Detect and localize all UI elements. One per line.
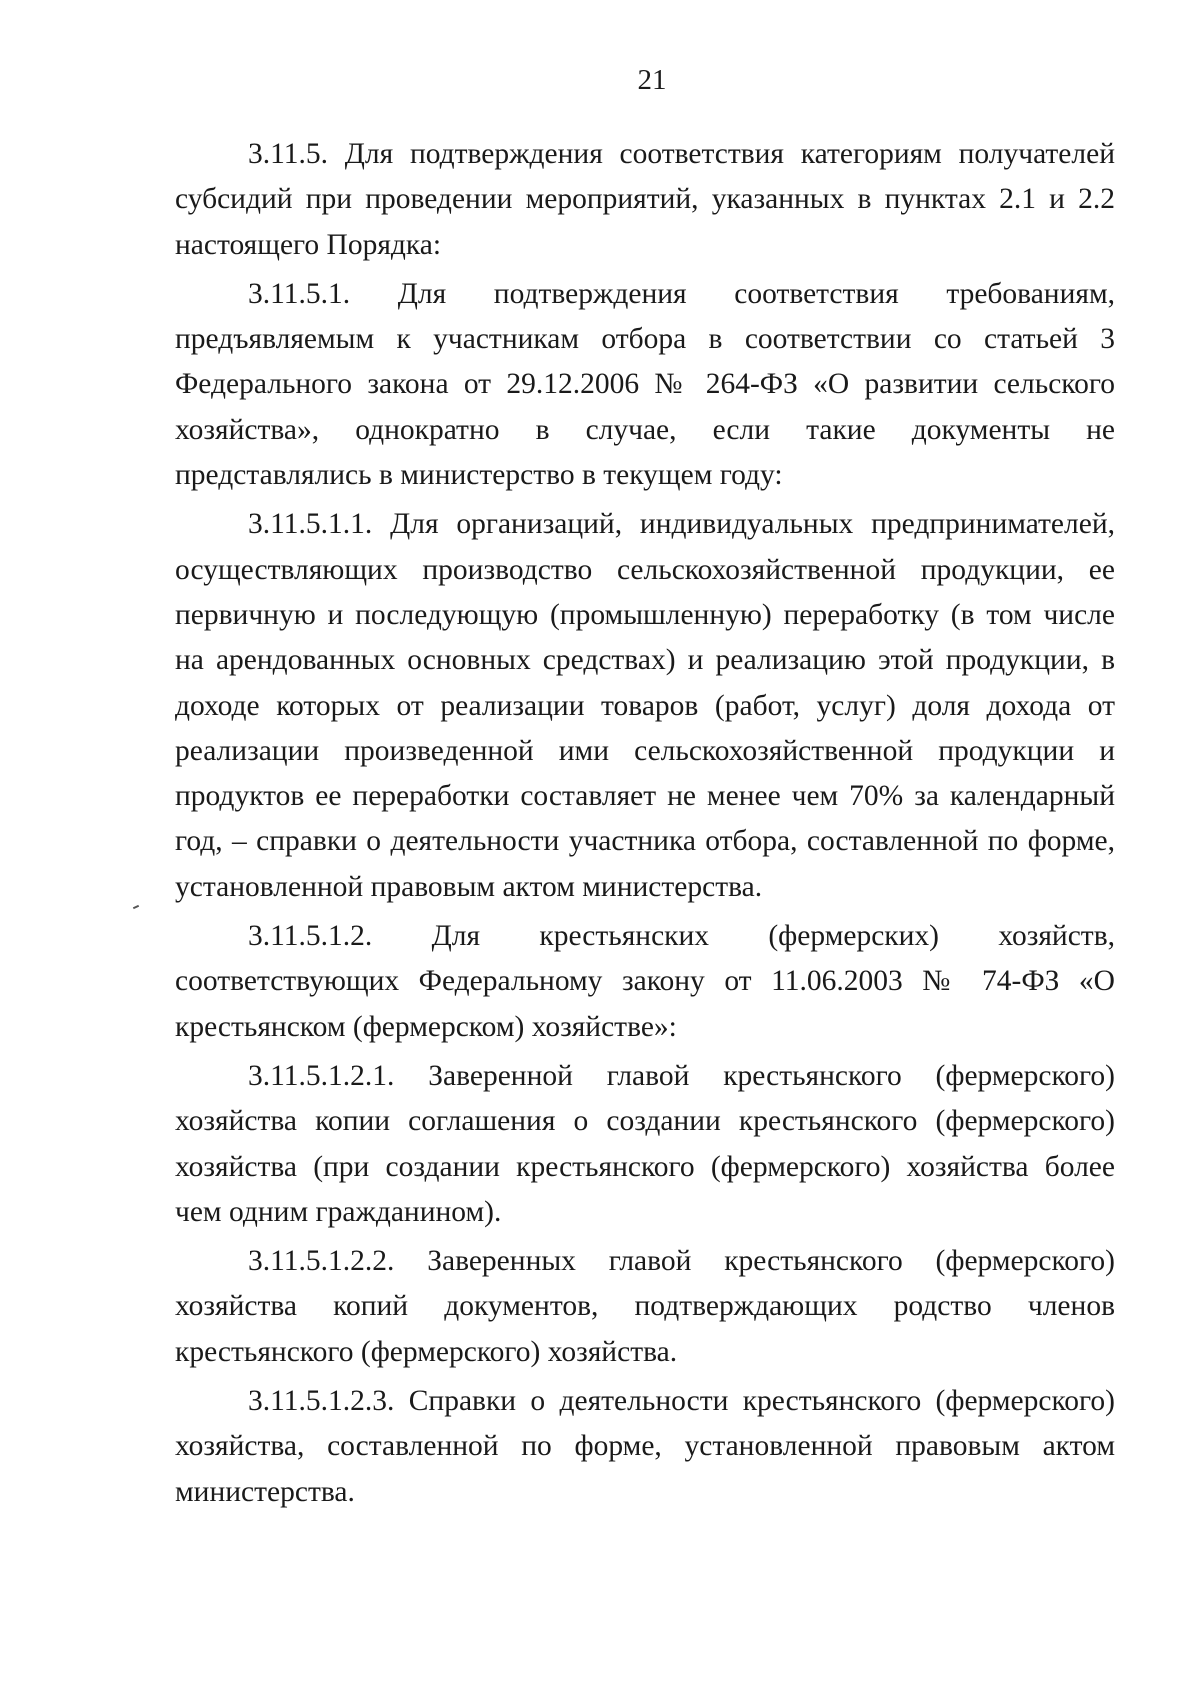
document-body <box>175 132 1115 1519</box>
paragraph-3-11-5-1: 3.11.5.1. Для подтверждения соответствия требованиям, предъявляемым к участникам отбора в соответствии со статьей 3 Федерального закона от 29.12.2006 № 264-ФЗ «О развитии сельского хозяйства», однократно в случае, если такие документы не представлялись в министерство в текущем году: <box>175 277 1115 492</box>
paragraph-3-11-5-1-1: 3.11.5.1.1. Для организаций, индивидуальных предпринимателей, осуществляющих производство сельскохозяйственной продукции, ее первичную и последующую (промышленную) переработку (в том числе на арендованных основных средствах) и реализацию этой продукции, в доходе которых от реализации товаров (работ, услуг) доля дохода от реализации произведенной ими сельскохозяйственной продукции и продуктов ее переработки составляет не менее чем 70% за календарный год, – справки о деятельности участника отбора, составленной по форме, установленной правовым актом министерства. <box>175 508 1115 903</box>
scan-mark <box>133 905 139 909</box>
paragraph-3-11-5-1-2-3: 3.11.5.1.2.3. Справки о деятельности крестьянского (фермерского) хозяйства, составленной по форме, установленной правовым актом министерства. <box>175 1385 1115 1508</box>
paragraph-3-11-5-1-2-1: 3.11.5.1.2.1. Заверенной главой крестьянского (фермерского) хозяйства копии соглашения о создании крестьянского (фермерского) хозяйства (при создании крестьянского (фермерского) хозяйства более чем одним гражданином). <box>175 1059 1115 1228</box>
paragraph-3-11-5: 3.11.5. Для подтверждения соответствия категориям получателей субсидий при проведении мероприятий, указанных в пунктах 2.1 и 2.2 настоящего Порядка: <box>175 138 1115 261</box>
page-number: 21 <box>637 64 667 96</box>
paragraph-3-11-5-1-2: 3.11.5.1.2. Для крестьянских (фермерских) хозяйств, соответствующих Федеральному закону от 11.06.2003 № 74-ФЗ «О крестьянском (фермерском) хозяйстве»: <box>175 920 1115 1043</box>
paragraph-3-11-5-1-2-2: 3.11.5.1.2.2. Заверенных главой крестьянского (фермерского) хозяйства копий документов, подтверждающих родство членов крестьянского (фермерского) хозяйства. <box>175 1245 1115 1368</box>
